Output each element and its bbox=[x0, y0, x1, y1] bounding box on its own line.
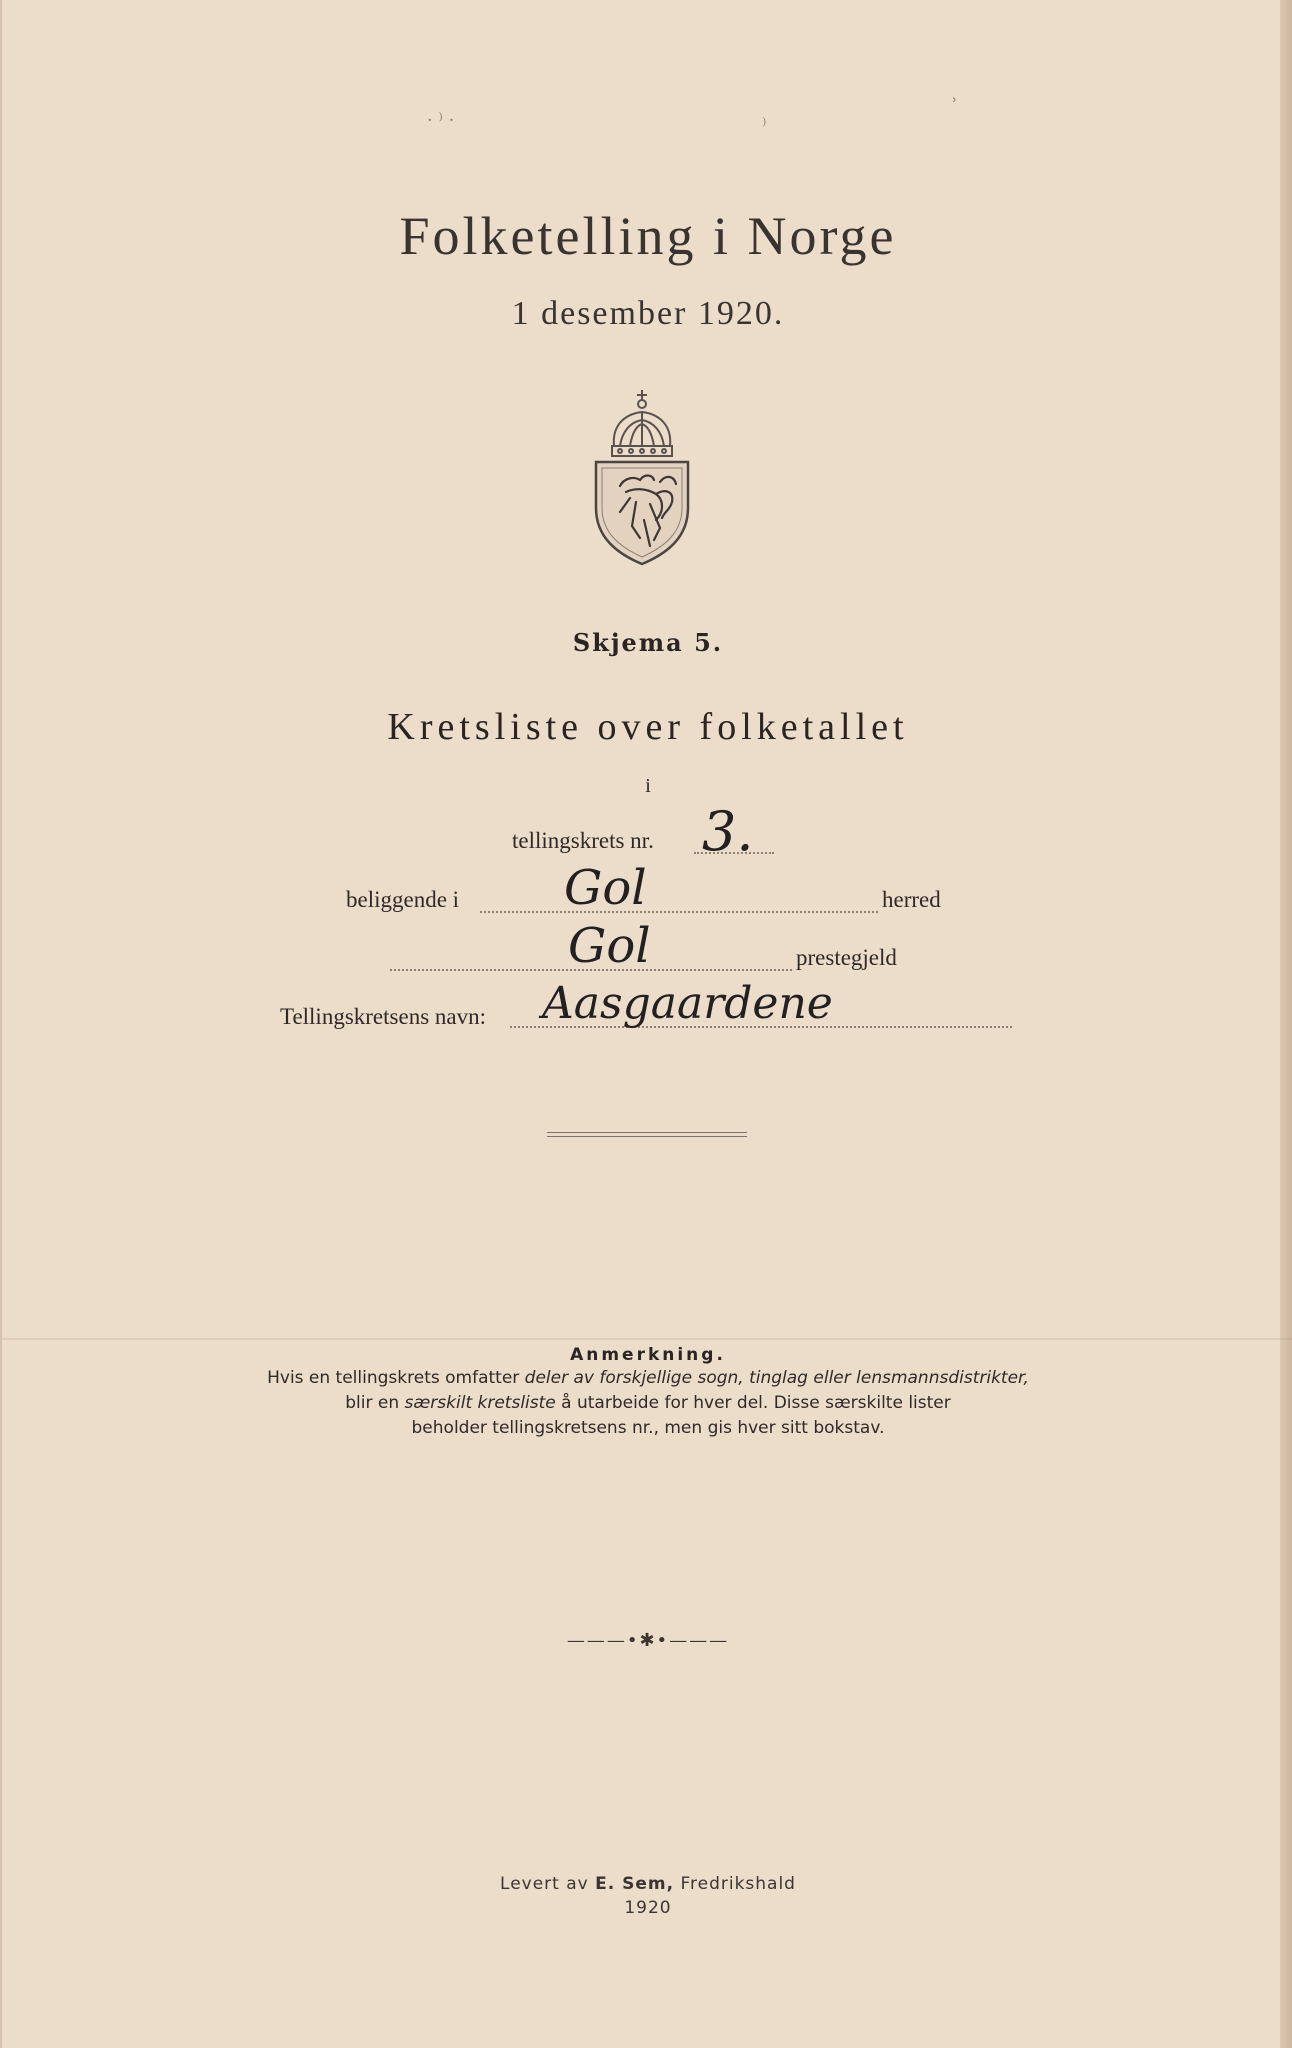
census-date: 1 desember 1920. bbox=[511, 295, 785, 332]
printer-year: 1920 bbox=[624, 1898, 672, 1918]
norwegian-coat-of-arms-icon bbox=[590, 388, 694, 566]
krets-name-label: Tellingskretsens navn: bbox=[280, 1004, 486, 1029]
herred-line bbox=[480, 911, 878, 913]
herred-label: herred bbox=[882, 887, 941, 912]
document-title: Folketelling i Norge bbox=[399, 206, 897, 266]
separator-rule bbox=[547, 1136, 747, 1137]
prestegjeld-label: prestegjeld bbox=[796, 945, 897, 970]
note-line-1: Hvis en tellingskrets omfatter deler av forskjellige sogn, tinglag eller lensmannsdistrikter, bbox=[267, 1368, 1029, 1388]
preposition-i: i bbox=[645, 775, 651, 797]
paper-mark: ʾ bbox=[952, 95, 958, 116]
herred-value: Gol bbox=[564, 860, 647, 916]
note-line-3: beholder tellingskretsens nr., men gis hver sitt bokstav. bbox=[411, 1418, 885, 1438]
beliggende-label: beliggende i bbox=[346, 887, 460, 912]
prestegjeld-value: Gol bbox=[568, 918, 651, 974]
krets-number-value: 3. bbox=[702, 800, 754, 863]
note-heading: Anmerkning. bbox=[570, 1345, 726, 1365]
form-heading: Kretsliste over folketallet bbox=[387, 706, 909, 748]
paper-mark: ⁾ bbox=[762, 115, 767, 136]
paper-fold bbox=[2, 1338, 1292, 1340]
separator-rule bbox=[547, 1132, 747, 1133]
schema-number: Skjema 5. bbox=[572, 628, 724, 657]
printer-credit: Levert av E. Sem, Fredrikshald bbox=[500, 1874, 796, 1894]
ornament-divider: ———•✱•——— bbox=[566, 1630, 730, 1651]
krets-number-label: tellingskrets nr. bbox=[512, 828, 654, 853]
krets-name-value: Aasgaardene bbox=[542, 978, 833, 1029]
note-line-2: blir en særskilt kretsliste å utarbeide for hver del. Disse særskilte lister bbox=[345, 1393, 951, 1413]
paper-mark: · ⁾ · bbox=[427, 110, 455, 131]
